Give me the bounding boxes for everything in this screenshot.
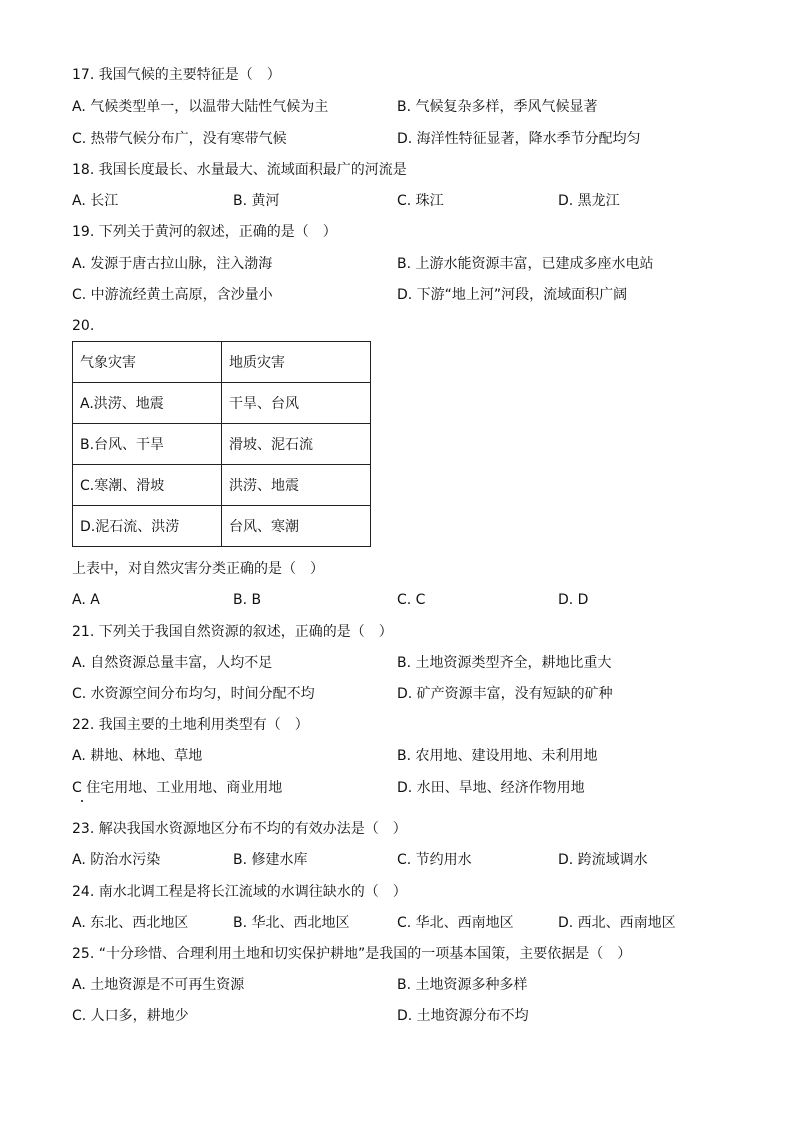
question-24-option-d[interactable]: D. 西北、西南地区 xyxy=(558,915,676,931)
table-cell: A.洪涝、地震 xyxy=(73,383,222,424)
question-20-option-b[interactable]: B. B xyxy=(233,592,262,608)
question-23-option-d[interactable]: D. 跨流域调水 xyxy=(558,852,648,868)
table-cell: 干旱、台风 xyxy=(222,383,371,424)
table-row xyxy=(73,383,371,424)
question-21-stem: 21. 下列关于我国自然资源的叙述，正确的是（ ） xyxy=(72,624,393,640)
question-17-option-b[interactable]: B. 气候复杂多样，季风气候显著 xyxy=(397,99,598,115)
question-18-stem: 18. 我国长度最长、水量最大、流域面积最广的河流是 xyxy=(72,162,407,178)
table-header-cell: 地质灾害 xyxy=(222,342,371,383)
question-20-option-d[interactable]: D. D xyxy=(558,592,589,608)
question-24-option-b[interactable]: B. 华北、西北地区 xyxy=(233,915,350,931)
question-19-option-c[interactable]: C. 中游流经黄土高原，含沙量小 xyxy=(72,287,273,303)
question-18-option-c[interactable]: C. 珠江 xyxy=(397,193,444,209)
question-17-stem: 17. 我国气候的主要特征是（ ） xyxy=(72,67,281,83)
table-row xyxy=(73,506,371,547)
question-18-option-b[interactable]: B. 黄河 xyxy=(233,193,280,209)
question-18-option-d[interactable]: D. 黑龙江 xyxy=(558,193,620,209)
question-22-option-a[interactable]: A. 耕地、林地、草地 xyxy=(72,748,203,764)
question-21-option-c[interactable]: C. 水资源空间分布均匀，时间分配不均 xyxy=(72,686,315,702)
table-cell: C.寒潮、滑坡 xyxy=(73,465,222,506)
question-23-stem: 23. 解决我国水资源地区分布不均的有效办法是（ ） xyxy=(72,821,407,837)
table-row xyxy=(73,342,371,383)
table-row xyxy=(73,465,371,506)
table-cell: B.台风、干旱 xyxy=(73,424,222,465)
question-20-option-c[interactable]: C. C xyxy=(397,592,426,608)
question-17-option-a[interactable]: A. 气候类型单一，以温带大陆性气候为主 xyxy=(72,99,329,115)
hazard-classification-table xyxy=(72,341,371,547)
question-19-stem: 19. 下列关于黄河的叙述，正确的是（ ） xyxy=(72,224,337,240)
table-cell: 洪涝、地震 xyxy=(222,465,371,506)
question-23-option-c[interactable]: C. 节约用水 xyxy=(397,852,472,868)
question-22-option-b[interactable]: B. 农用地、建设用地、未利用地 xyxy=(397,748,598,764)
question-25-stem: 25. “十分珍惜、合理利用土地和切实保护耕地”是我国的一项基本国策，主要依据是（ ） xyxy=(72,946,632,962)
question-22-option-c[interactable]: C 住宅用地、工业用地、商业用地 xyxy=(72,780,283,796)
question-23-option-b[interactable]: B. 修建水库 xyxy=(233,852,308,868)
question-23-option-a[interactable]: A. 防治水污染 xyxy=(72,852,161,868)
question-19-option-a[interactable]: A. 发源于唐古拉山脉，注入渤海 xyxy=(72,256,273,272)
question-19-option-b[interactable]: B. 上游水能资源丰富，已建成多座水电站 xyxy=(397,256,654,272)
question-17-option-c[interactable]: C. 热带气候分布广，没有寒带气候 xyxy=(72,131,287,147)
question-21-option-d[interactable]: D. 矿产资源丰富，没有短缺的矿种 xyxy=(397,686,613,702)
question-22-stem: 22. 我国主要的土地利用类型有（ ） xyxy=(72,717,309,733)
table-header-cell: 气象灾害 xyxy=(73,342,222,383)
question-19-option-d[interactable]: D. 下游“地上河”河段，流域面积广阔 xyxy=(397,287,628,303)
question-20-stem: 上表中，对自然灾害分类正确的是（ ） xyxy=(72,561,324,577)
question-18-option-a[interactable]: A. 长江 xyxy=(72,193,119,209)
question-20-number: 20. xyxy=(72,318,95,334)
question-25-option-d[interactable]: D. 土地资源分布不均 xyxy=(397,1008,529,1024)
question-25-option-a[interactable]: A. 土地资源是不可再生资源 xyxy=(72,977,245,993)
question-22-option-d[interactable]: D. 水田、旱地、经济作物用地 xyxy=(397,780,585,796)
table-row xyxy=(73,424,371,465)
table-cell: D.泥石流、洪涝 xyxy=(73,506,222,547)
question-21-option-b[interactable]: B. 土地资源类型齐全，耕地比重大 xyxy=(397,655,612,671)
question-21-option-a[interactable]: A. 自然资源总量丰富，人均不足 xyxy=(72,655,273,671)
question-20-option-a[interactable]: A. A xyxy=(72,592,100,608)
question-24-option-a[interactable]: A. 东北、西北地区 xyxy=(72,915,189,931)
question-24-stem: 24. 南水北调工程是将长江流域的水调往缺水的（ ） xyxy=(72,884,407,900)
question-25-option-c[interactable]: C. 人口多，耕地少 xyxy=(72,1008,189,1024)
stray-dot xyxy=(81,800,83,802)
table-cell: 台风、寒潮 xyxy=(222,506,371,547)
question-17-option-d[interactable]: D. 海洋性特征显著，降水季节分配均匀 xyxy=(397,131,641,147)
question-24-option-c[interactable]: C. 华北、西南地区 xyxy=(397,915,514,931)
table-cell: 滑坡、泥石流 xyxy=(222,424,371,465)
question-25-option-b[interactable]: B. 土地资源多种多样 xyxy=(397,977,528,993)
